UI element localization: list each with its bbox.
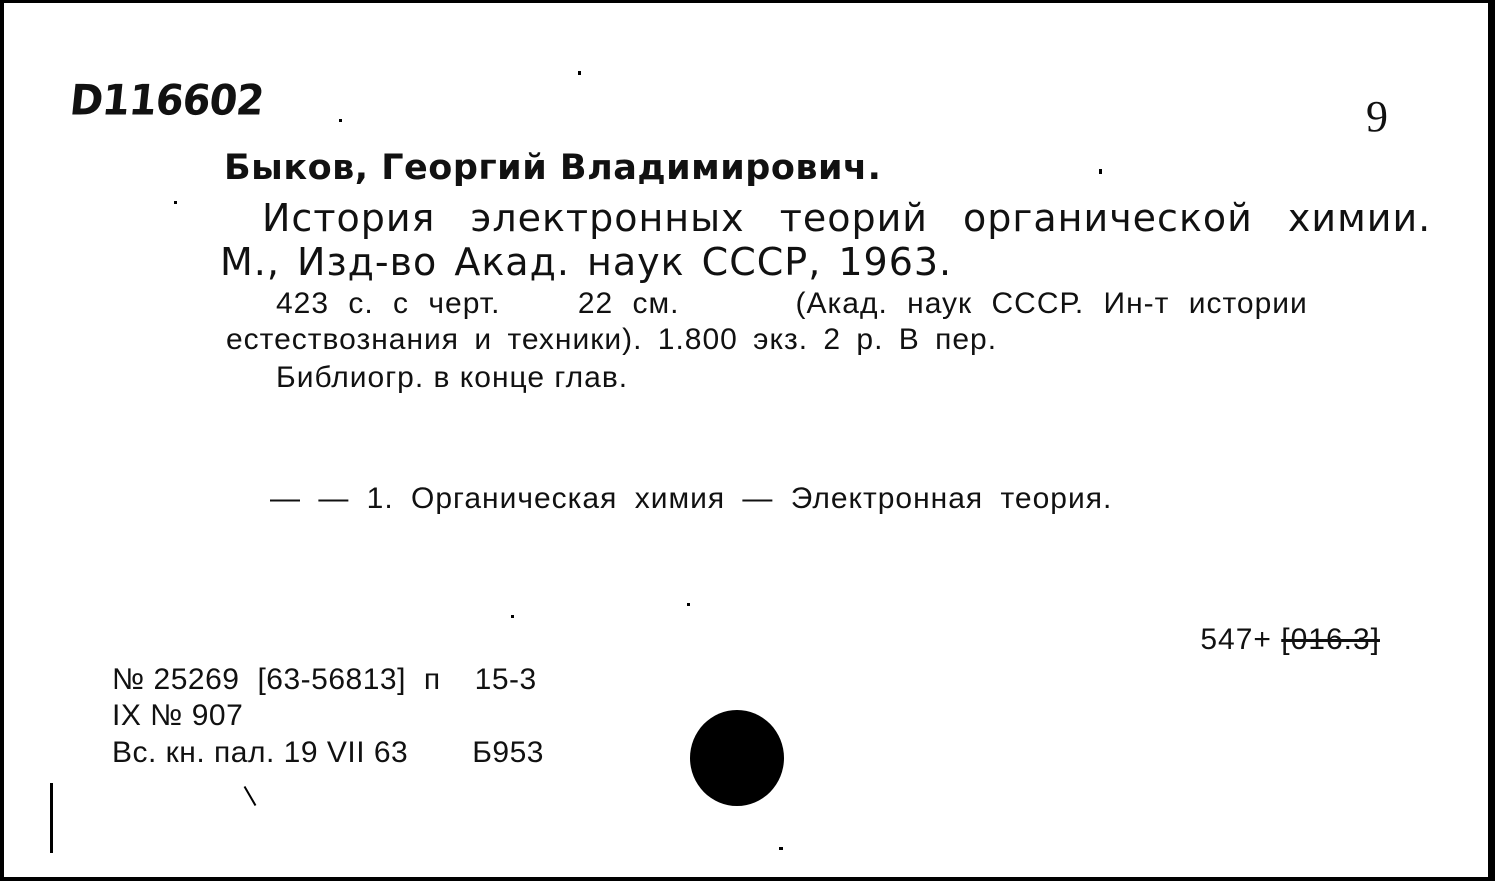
- registration-number: № 25269: [112, 663, 240, 696]
- card-number: 9: [1366, 92, 1388, 141]
- registration-line: [112, 665, 537, 695]
- registration-mark: п: [423, 663, 441, 696]
- author-heading: Быков, Георгий Владимирович.: [224, 148, 882, 188]
- scan-speck: [174, 201, 177, 204]
- registration-code: [63-56813]: [257, 663, 406, 696]
- series-line: IX № 907: [112, 699, 244, 732]
- edge-scratch: [50, 783, 53, 853]
- catalog-card: [4, 3, 1488, 877]
- handwritten-id: D116602: [67, 76, 266, 126]
- punch-hole: [690, 710, 784, 806]
- pencil-tick: [244, 786, 257, 806]
- scan-speck: [578, 71, 581, 75]
- classification-number: [1200, 625, 1380, 655]
- collation-line-1: 423 с. с черт. 22 см. (Акад. наук СССР. Ин-т истории: [276, 287, 1308, 320]
- scan-speck: [511, 615, 514, 618]
- book-chamber-line: [112, 738, 544, 768]
- collation-line-2: естествознания и техники). 1.800 экз. 2 р. В пер.: [226, 323, 998, 356]
- classification-struck: [016.3]: [1281, 623, 1380, 656]
- classification-main: 547+: [1200, 623, 1282, 656]
- book-chamber-code: Б953: [472, 736, 544, 769]
- title-line-1: История электронных теорий органической химии.: [262, 196, 1432, 240]
- registration-number-2: 15-3: [474, 663, 537, 696]
- scan-speck: [339, 119, 342, 122]
- book-chamber-date: Вс. кн. пал. 19 VII 63: [112, 736, 409, 769]
- title-line-2: М., Изд-во Акад. наук СССР, 1963.: [220, 240, 953, 284]
- scan-speck: [1099, 169, 1102, 174]
- bibliography-note: Библиогр. в конце глав.: [276, 361, 629, 394]
- scan-speck: [687, 603, 690, 606]
- subject-heading: — — 1. Органическая химия — Электронная теория.: [270, 482, 1113, 515]
- scan-speck: [779, 847, 783, 850]
